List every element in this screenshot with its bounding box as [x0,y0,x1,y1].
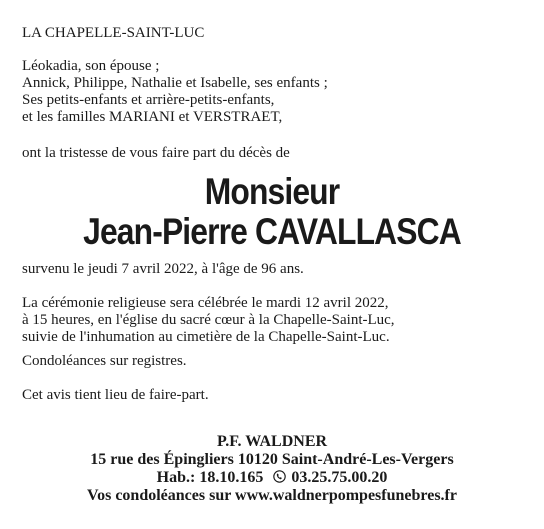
family-line: Annick, Philippe, Nathalie et Isabelle, ses enfants ; [22,75,328,91]
death-details: survenu le jeudi 7 avril 2022, à l'âge de 96 ans. [22,261,304,277]
ceremony-line: suivie de l'inhumation au cimetière de la Chapelle-Saint-Luc. [22,329,390,345]
ceremony-line: à 15 heures, en l'église du sacré cœur à la Chapelle-Saint-Luc, [22,312,395,328]
hab-number: Hab.: 18.10.165 [156,469,264,486]
condolences-note: Condoléances sur registres. [22,353,187,369]
ceremony-details [22,295,395,346]
family-list [22,58,328,126]
family-line: Ses petits-enfants et arrière-petits-enfants, [22,92,275,108]
family-line: Léokadia, son épouse ; [22,58,160,74]
ceremony-line: La cérémonie religieuse sera célébrée le mardi 12 avril 2022, [22,295,389,311]
deceased-name: Jean-Pierre CAVALLASCA [83,211,461,252]
funeral-home-name: P.F. WALDNER [216,433,328,450]
family-line: et les familles MARIANI et VERSTRAET, [22,109,283,125]
funeral-home-contact [0,469,544,487]
notice-note: Cet avis tient lieu de faire-part. [22,387,209,403]
phone-icon [267,469,291,486]
location-heading: LA CHAPELLE-SAINT-LUC [22,25,205,41]
funeral-home-address: 15 rue des Épingliers 10120 Saint-André-Les-Vergers [90,451,454,468]
phone-number: 03.25.75.00.20 [291,469,388,486]
honorific: Monsieur [204,171,340,212]
funeral-home-block [0,433,544,505]
announcement-intro: ont la tristesse de vous faire part du décès de [22,145,290,161]
website-line: Vos condoléances sur www.waldnerpompesfunebres.fr [87,487,457,504]
